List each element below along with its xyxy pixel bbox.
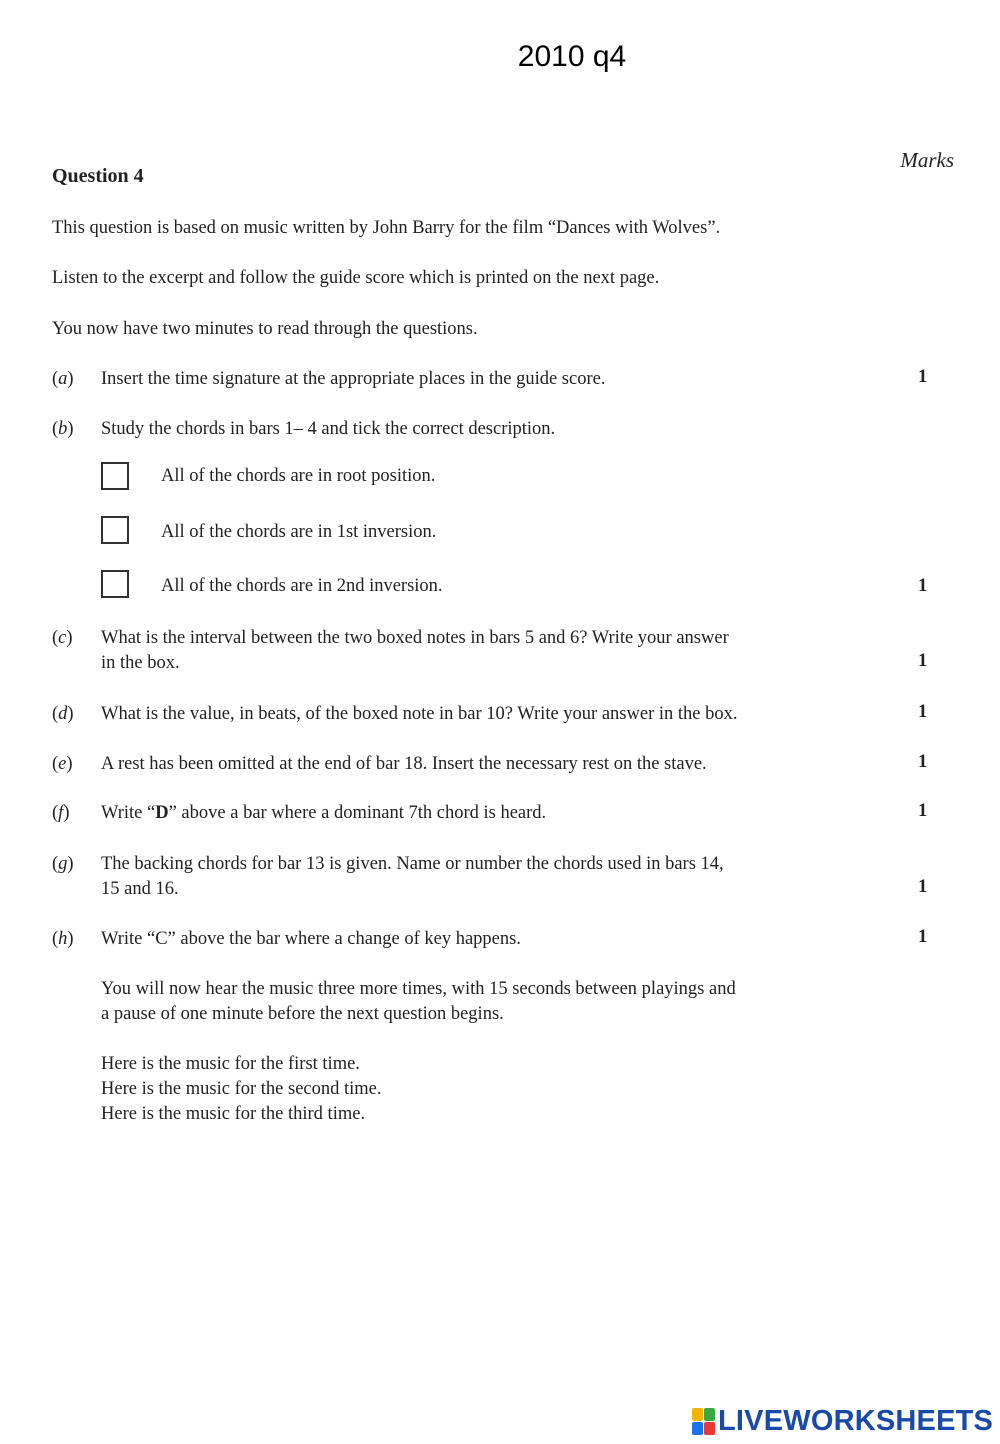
- part-f-mark: 1: [918, 801, 928, 821]
- closing-line-1: You will now hear the music three more times, with 15 seconds between playings and: [101, 979, 736, 999]
- part-letter: (e): [52, 754, 73, 774]
- part-g-line-2: 15 and 16.: [101, 879, 179, 899]
- dominant-letter: D: [155, 803, 169, 823]
- part-b-text: Study the chords in bars 1– 4 and tick the correct description.: [101, 419, 556, 439]
- part-c-mark: 1: [918, 651, 928, 671]
- part-letter: (d): [52, 704, 74, 724]
- playing-first: Here is the music for the first time.: [101, 1054, 360, 1074]
- playing-list: [101, 1052, 901, 1127]
- part-e-text: A rest has been omitted at the end of bar 18. Insert the necessary rest on the stave.: [101, 754, 707, 774]
- part-letter: (b): [52, 419, 74, 439]
- part-b-mark: 1: [918, 576, 928, 596]
- option-text-second-inversion: All of the chords are in 2nd inversion.: [161, 576, 443, 596]
- intro-paragraph-3: You now have two minutes to read through the questions.: [52, 319, 478, 339]
- intro-paragraph-1: This question is based on music written by John Barry for the film “Dances with Wolves”.: [52, 218, 721, 238]
- part-c-text: [101, 626, 901, 676]
- part-d-text: What is the value, in beats, of the boxed note in bar 10? Write your answer in the box.: [101, 704, 738, 724]
- part-c-line-1: What is the interval between the two boxed notes in bars 5 and 6? Write your answer: [101, 628, 729, 648]
- part-f-text: Write “D” above a bar where a dominant 7th chord is heard.: [101, 803, 547, 823]
- marks-heading: Marks: [900, 148, 954, 172]
- part-c-line-2: in the box.: [101, 653, 180, 673]
- part-letter: (h): [52, 929, 74, 949]
- part-g-line-1: The backing chords for bar 13 is given. Name or number the chords used in bars 14,: [101, 854, 724, 874]
- playing-second: Here is the music for the second time.: [101, 1079, 382, 1099]
- liveworksheets-brand[interactable]: [692, 1403, 993, 1439]
- closing-instructions: [101, 977, 901, 1027]
- page-title: 2010 q4: [517, 40, 627, 73]
- intro-paragraph-2: Listen to the excerpt and follow the guide score which is printed on the next page.: [52, 268, 660, 288]
- part-a-mark: 1: [918, 367, 928, 387]
- part-h-mark: 1: [918, 927, 928, 947]
- part-letter: (c): [52, 628, 73, 648]
- brand-name: LIVEWORKSHEETS: [718, 1404, 994, 1437]
- option-text-root: All of the chords are in root position.: [161, 466, 436, 486]
- part-h-text: Write “C” above the bar where a change of key happens.: [101, 929, 521, 949]
- part-letter: (g): [52, 854, 74, 874]
- question-heading: Question 4: [52, 165, 144, 187]
- option-text-first-inversion: All of the chords are in 1st inversion.: [161, 522, 437, 542]
- playing-third: Here is the music for the third time.: [101, 1104, 366, 1124]
- part-d-mark: 1: [918, 702, 928, 722]
- liveworksheets-logo-icon: [692, 1408, 714, 1434]
- part-a-text: Insert the time signature at the appropriate places in the guide score.: [101, 369, 606, 389]
- part-e-mark: 1: [918, 752, 928, 772]
- option-checkbox-first-inversion[interactable]: [101, 516, 129, 544]
- option-checkbox-root[interactable]: [101, 462, 129, 490]
- part-letter: (a): [52, 369, 74, 389]
- option-checkbox-second-inversion[interactable]: [101, 570, 129, 598]
- part-letter: (f): [52, 803, 70, 823]
- part-g-mark: 1: [918, 877, 928, 897]
- part-g-text: [101, 852, 901, 902]
- closing-line-2: a pause of one minute before the next question begins.: [101, 1004, 504, 1024]
